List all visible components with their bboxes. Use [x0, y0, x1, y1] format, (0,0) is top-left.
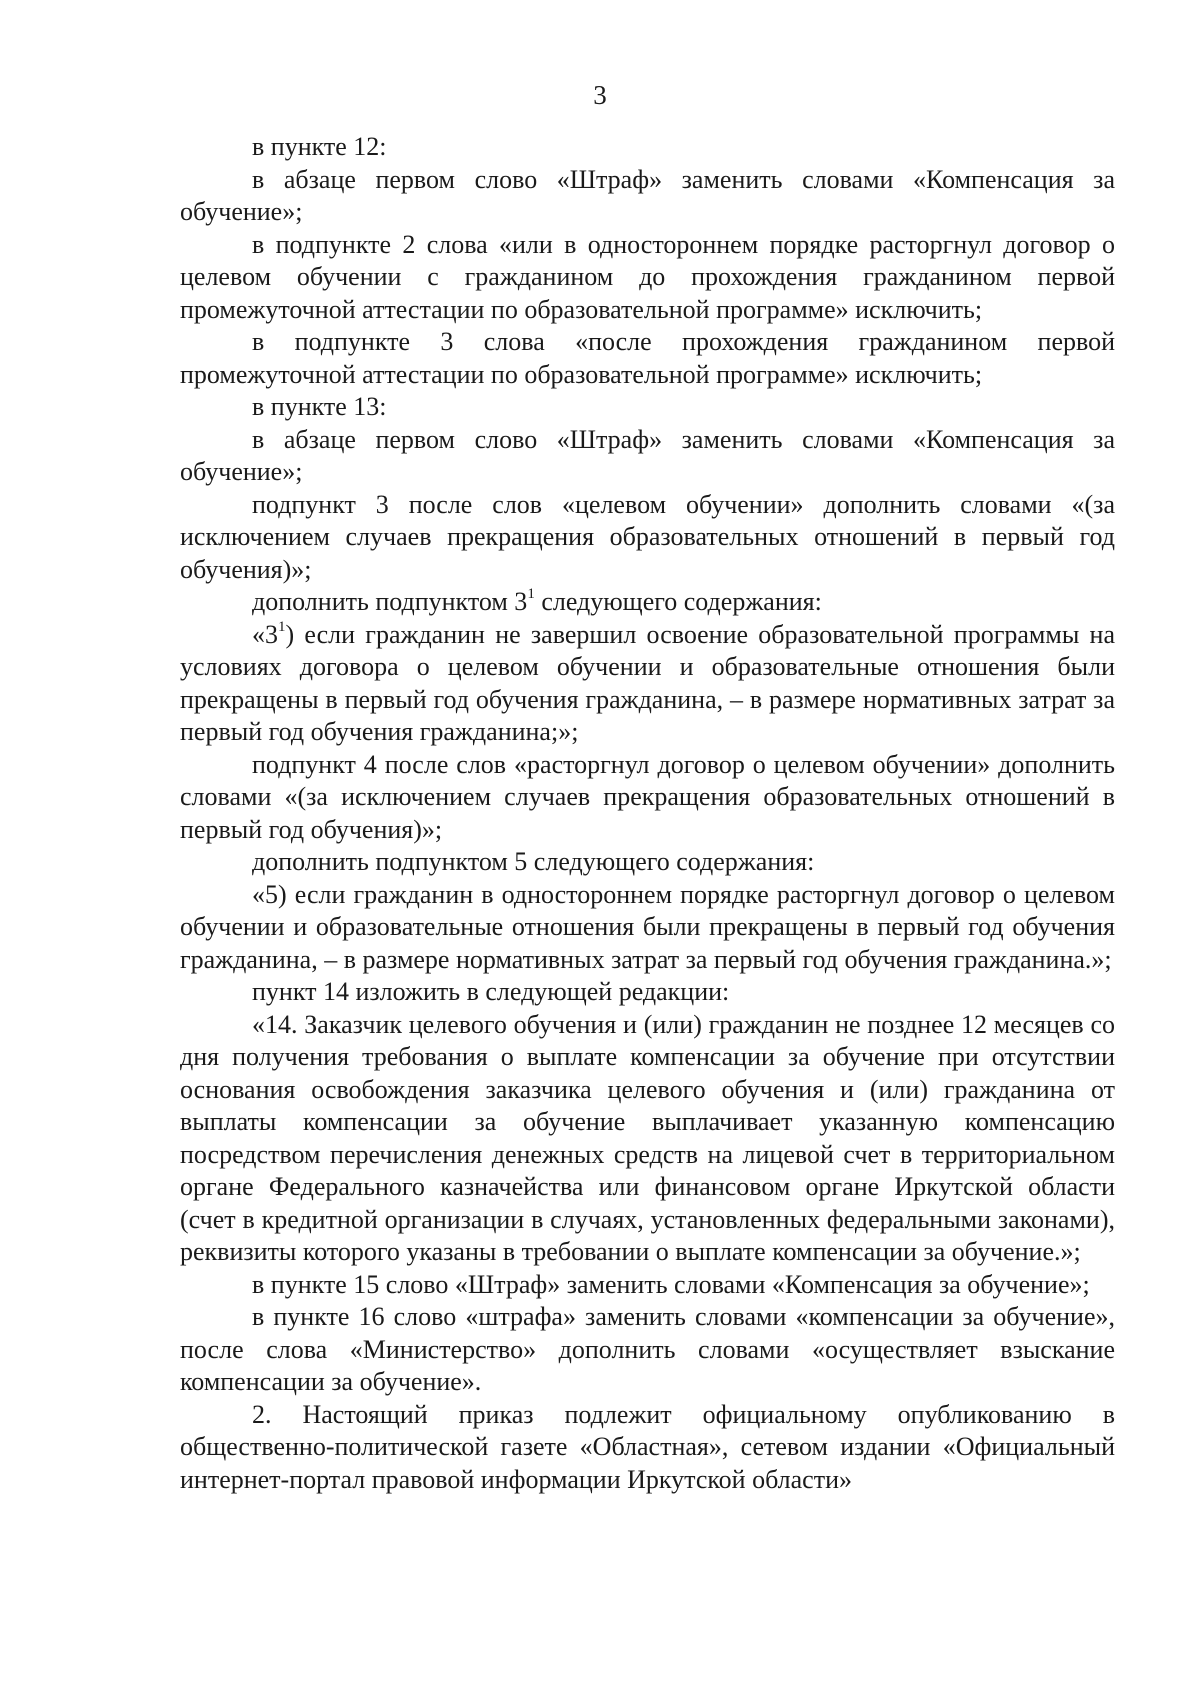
- superscript-1: 1: [527, 586, 535, 603]
- paragraph-item-14-text: «14. Заказчик целевого обучения и (или) гражданин не позднее 12 месяцев со дня получения требования о выплате компенсации за обучение при отсутствии основания освобождения заказчика целевого обучения и (или) гражданина от выплаты компенсации за обучение выплачивает указанную компенсацию посредством перечисления денежных средств на лицевой счет в территориальном органе Федерального казначейства или финансовом органе Иркутской области (счет в кредитной организации в случаях, установленных федеральными законами), реквизиты которого указаны в требовании о выплате компенсации за обучение.»;: [180, 1009, 1115, 1266]
- paragraph-add-sub-3-1-post: следующего содержания:: [534, 587, 822, 616]
- page-number: 3: [593, 80, 607, 110]
- paragraph-item-13-abzac-1: в абзаце первом слово «Штраф» заменить словами «Компенсация за обучение»;: [180, 424, 1115, 486]
- paragraph-item-13: в пункте 13:: [252, 392, 387, 421]
- paragraph-item-13-sub-4: подпункт 4 после слов «расторгнул договор о целевом обучении» дополнить словами «(за исключением случаев прекращения образовательных отношений в первый год обучения)»;: [180, 749, 1115, 844]
- paragraph-item-15: в пункте 15 слово «Штраф» заменить словами «Компенсация за обучение»;: [252, 1269, 1090, 1299]
- paragraph-publication: 2. Настоящий приказ подлежит официальному опубликованию в общественно-политической газете «Областная», сетевом издании «Официальный интернет-портал правовой информации Иркутской области»: [180, 1399, 1115, 1494]
- paragraph-add-sub-3-1: [180, 586, 1115, 619]
- document-body: [180, 131, 1115, 1496]
- paragraph-item-12: в пункте 12:: [252, 132, 387, 161]
- paragraph-item-12-abzac-1: в абзаце первом слово «Штраф» заменить словами «Компенсация за обучение»;: [180, 164, 1115, 226]
- paragraph-sub-3-1-pre: «3: [252, 619, 278, 649]
- paragraph-item-12-sub-2: в подпункте 2 слова «или в одностороннем порядке расторгнул договор о целевом обучении с гражданином до прохождения гражданином первой промежуточной аттестации по образовательной программе» исключить;: [180, 229, 1115, 324]
- paragraph-item-14-intro: пункт 14 изложить в следующей редакции:: [252, 977, 730, 1006]
- paragraph-add-sub-3-1-pre: дополнить подпунктом 3: [252, 587, 528, 616]
- paragraph-sub-3-1-text: [180, 619, 1115, 749]
- paragraph-sub-5-text: «5) если гражданин в одностороннем порядке расторгнул договор о целевом обучении и образовательные отношения были прекращены в первый год обучения гражданина, – в размере нормативных затрат за первый год обучения гражданина.»;: [180, 879, 1115, 974]
- superscript-1: 1: [278, 618, 286, 635]
- paragraph-item-12-sub-3: в подпункте 3 слова «после прохождения гражданином первой промежуточной аттестации по образовательной программе» исключить;: [180, 327, 1115, 389]
- paragraph-add-sub-5: дополнить подпунктом 5 следующего содержания:: [252, 847, 815, 876]
- paragraph-item-13-sub-3: подпункт 3 после слов «целевом обучении» дополнить словами «(за исключением случаев прекращения образовательных отношений в первый год обучения)»;: [180, 489, 1115, 584]
- paragraph-item-16: в пункте 16 слово «штрафа» заменить словами «компенсации за обучение», после слова «Министерство» дополнить словами «осуществляет взыскание компенсации за обучение».: [180, 1302, 1115, 1396]
- paragraph-sub-3-1-post: ) если гражданин не завершил освоение образовательной программы на условиях договора о целевом обучении и образовательные отношения были прекращены в первый год обучения гражданина, – в размере нормативных затрат за первый год обучения гражданина;»;: [180, 619, 1115, 746]
